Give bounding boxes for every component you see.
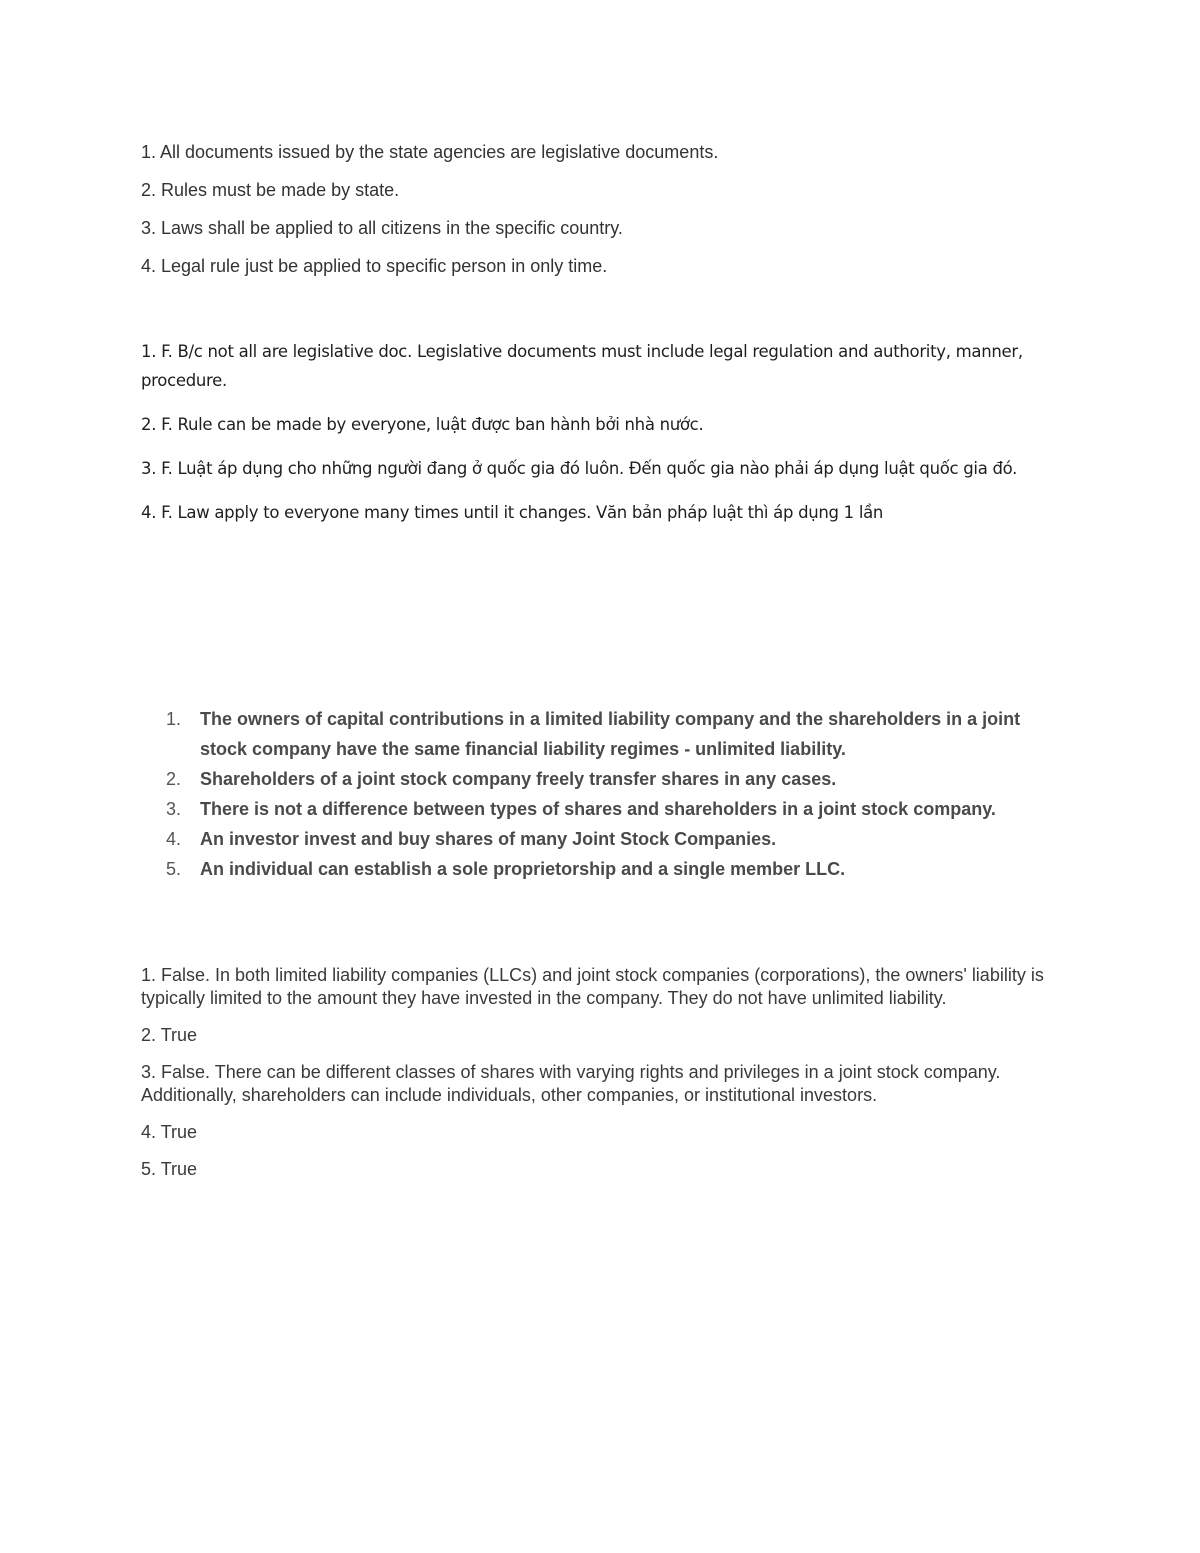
- answer-item: 2. True: [141, 1025, 198, 1045]
- answer-item: 3. F. Luật áp dụng cho những người đang ở quốc gia đó luôn. Đến quốc gia nào phải áp dụng luật quốc gia đó.: [141, 459, 1018, 478]
- list-number: 3.: [166, 799, 182, 819]
- list-number: 5.: [166, 859, 182, 879]
- list-number: 4.: [166, 829, 182, 849]
- answer-item: 4. True: [141, 1122, 198, 1142]
- list-item-text: The owners of capital contributions in a limited liability company and the shareholders in a joint stock company have the same financial liability regimes - unlimited liability.: [200, 709, 1021, 759]
- answer-item: 1. False. In both limited liability companies (LLCs) and joint stock companies (corporations), the owners' liability is typically limited to the amount they have invested in the company. They do not have unlimited liability.: [141, 965, 1044, 1008]
- answer-item: 3. False. There can be different classes of shares with varying rights and privileges in a joint stock company. Additionally, shareholders can include individuals, other companies, or institutional investors.: [141, 1062, 1001, 1105]
- answer-item: 5. True: [141, 1159, 198, 1179]
- question-item: 3. Laws shall be applied to all citizens in the specific country.: [141, 218, 623, 238]
- question-item: 1. All documents issued by the state agencies are legislative documents.: [141, 142, 719, 162]
- list-item: [160, 794, 1060, 824]
- list-item: [160, 764, 1060, 794]
- question-item: 2. Rules must be made by state.: [141, 180, 400, 200]
- list-item: [160, 824, 1060, 854]
- list-item-text: An individual can establish a sole proprietorship and a single member LLC.: [200, 859, 846, 879]
- list-number: 1.: [166, 709, 182, 729]
- list-item-text: Shareholders of a joint stock company freely transfer shares in any cases.: [200, 769, 837, 789]
- question-list-2: [160, 704, 1060, 884]
- answer-list-1: [141, 337, 1051, 542]
- list-item: [160, 854, 1060, 884]
- list-item: [160, 704, 1060, 764]
- question-list-1: [141, 140, 1071, 292]
- list-number: 2.: [166, 769, 182, 789]
- question-item: 4. Legal rule just be applied to specific person in only time.: [141, 256, 608, 276]
- answer-list-2: [141, 964, 1061, 1195]
- list-item-text: An investor invest and buy shares of many Joint Stock Companies.: [200, 829, 777, 849]
- list-item-text: There is not a difference between types of shares and shareholders in a joint stock company.: [200, 799, 996, 819]
- answer-item: 4. F. Law apply to everyone many times until it changes. Văn bản pháp luật thì áp dụng 1 lần: [141, 503, 884, 522]
- answer-item: 1. F. B/c not all are legislative doc. Legislative documents must include legal regulation and authority, manner, procedure.: [141, 342, 1023, 390]
- answer-item: 2. F. Rule can be made by everyone, luật được ban hành bởi nhà nước.: [141, 415, 704, 434]
